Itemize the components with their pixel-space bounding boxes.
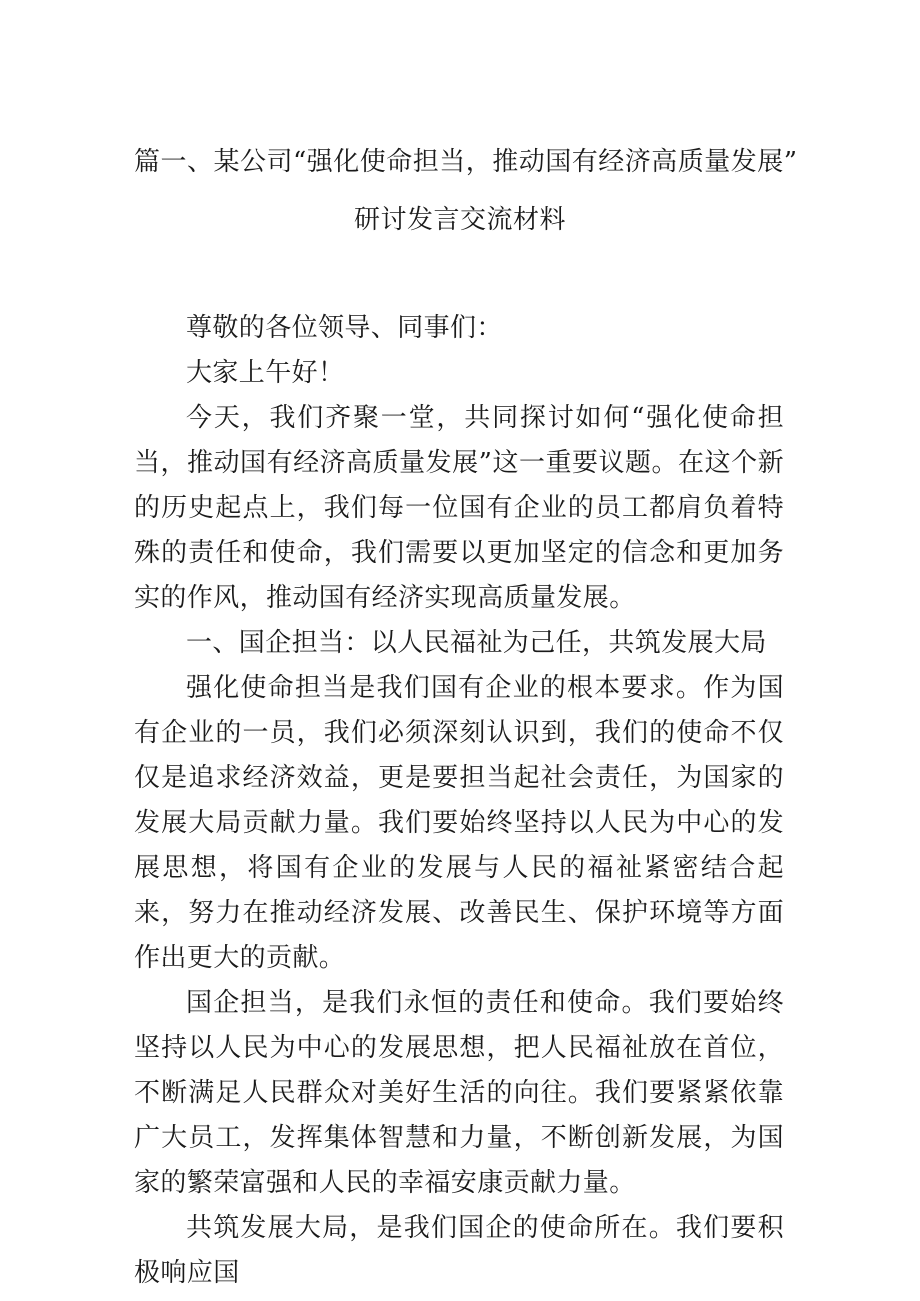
section-heading: 一、国企担当：以人民福祉为己任，共筑发展大局 xyxy=(186,628,767,658)
body-paragraph: 强化使命担当是我们国有企业的根本要求。作为国有企业的一员，我们必须深刻认识到，我们的使命不仅仅是追求经济效益，更是要担当起社会责任，为国家的发展大局贡献力量。我们要始终坚持以人民为中心的发展思想，将国有企业的发展与人民的福祉紧密结合起来，努力在推动经济发展、改善民生、保护环境等方面作出更大的贡献。 xyxy=(134,673,784,973)
document-subtitle: 研讨发言交流材料 xyxy=(353,205,566,235)
intro-paragraph: 今天，我们齐聚一堂，共同探讨如何“强化使命担当，推动国有经济高质量发展”这一重要议题。在这个新的历史起点上，我们每一位国有企业的员工都肩负着特殊的责任和使命，我们需要以更加坚定的信念和更加务实的作风，推动国有经济实现高质量发展。 xyxy=(134,403,784,613)
document-title: 篇一、某公司“强化使命担当，推动国有经济高质量发展” xyxy=(134,147,798,177)
body-paragraph: 国企担当，是我们永恒的责任和使命。我们要始终坚持以人民为中心的发展思想，把人民福祉放在首位，不断满足人民群众对美好生活的向往。我们要紧紧依靠广大员工，发挥集体智慧和力量，不断创新发展，为国家的繁荣富强和人民的幸福安康贡献力量。 xyxy=(134,988,784,1198)
document-body xyxy=(134,306,784,1296)
greeting: 大家上午好！ xyxy=(186,358,345,388)
salutation: 尊敬的各位领导、同事们： xyxy=(186,313,503,343)
body-paragraph: 共筑发展大局，是我们国企的使命所在。我们要积极响应国 xyxy=(134,1213,784,1288)
